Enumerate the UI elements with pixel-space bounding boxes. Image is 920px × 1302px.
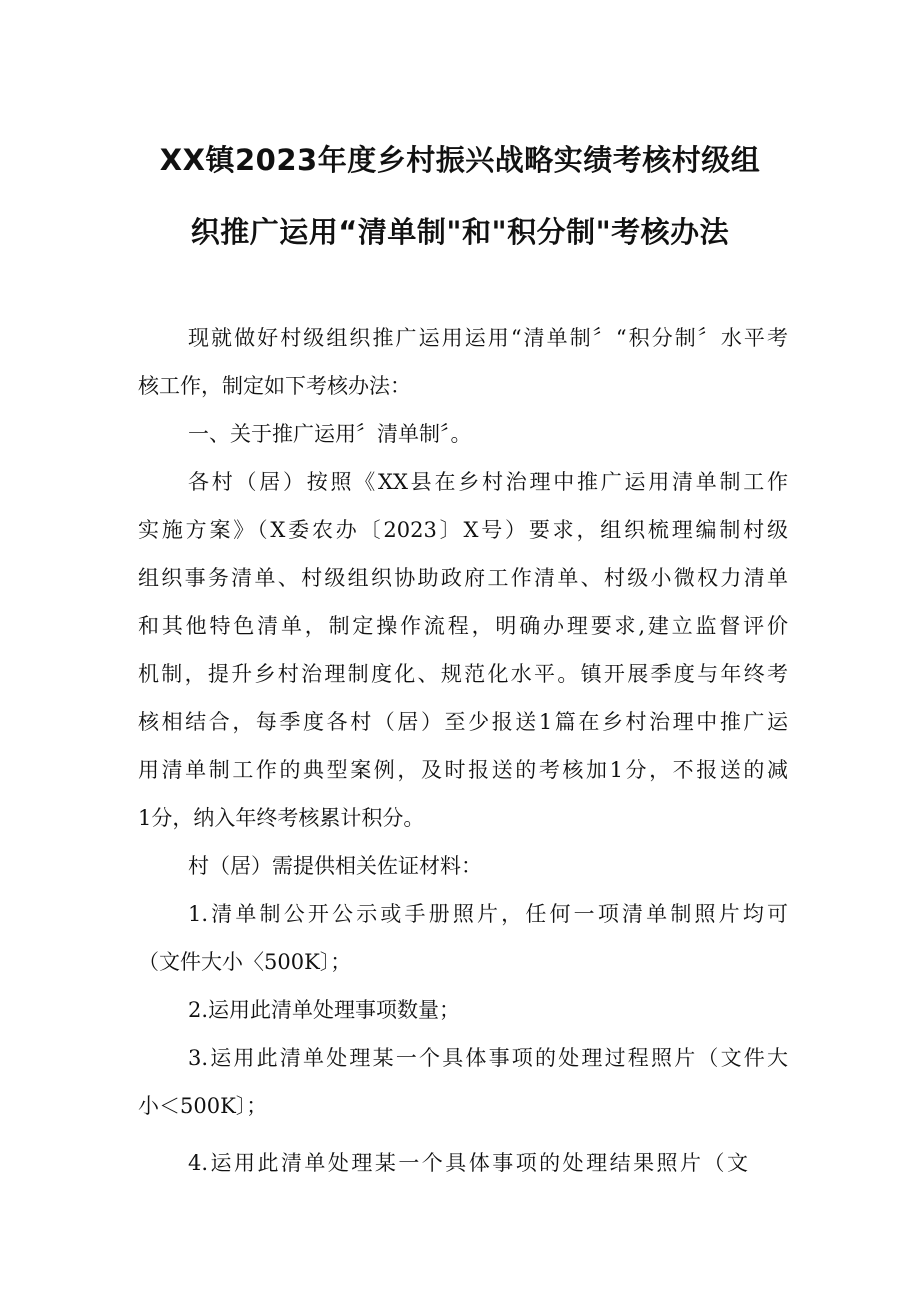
list-item-3-continued: 小＜500K〕； bbox=[138, 1094, 268, 1118]
body-line: 各村（居）按照《XX县在乡村治理中推广运用清单制工作 bbox=[188, 470, 788, 494]
body-line: 实施方案》（X委农办〔2023〕X号）要求，组织梳理编制村级 bbox=[138, 518, 788, 542]
list-item-2: 2.运用此清单处理事项数量； bbox=[188, 998, 461, 1022]
body-line: 1分，纳入年终考核累计积分。 bbox=[138, 806, 425, 830]
document-title-line-1: XX镇2023年度乡村振兴战略实绩考核村级组 bbox=[159, 143, 761, 177]
list-item-1-continued: （文件大小〈500K〕； bbox=[138, 950, 352, 974]
body-line: 组织事务清单、村级组织协助政府工作清单、村级小微权力清单 bbox=[138, 566, 788, 590]
list-item-4: 4.运用此清单处理某一个具体事项的处理结果照片（文 bbox=[188, 1151, 748, 1175]
body-line: 用清单制工作的典型案例，及时报送的考核加1分，不报送的减 bbox=[138, 758, 788, 782]
body-line: 现就做好村级组织推广运用运用“清单制〞“积分制〞水平考 bbox=[188, 326, 788, 350]
section-heading: 一、关于推广运用〞清单制〞。 bbox=[188, 422, 472, 446]
body-line: 核相结合，每季度各村（居）至少报送1篇在乡村治理中推广运 bbox=[138, 710, 788, 734]
body-line: 和其他特色清单，制定操作流程，明确办理要求,建立监督评价 bbox=[138, 614, 788, 638]
list-item-1: 1.清单制公开公示或手册照片，任何一项清单制照片均可 bbox=[188, 902, 788, 926]
document-title-line-2: 织推广运用“清单制"和"积分制"考核办法 bbox=[190, 215, 730, 249]
body-line: 村（居）需提供相关佐证材料： bbox=[188, 854, 482, 878]
body-line: 机制，提升乡村治理制度化、规范化水平。镇开展季度与年终考 bbox=[138, 662, 788, 686]
list-item-3: 3.运用此清单处理某一个具体事项的处理过程照片（文件大 bbox=[188, 1046, 788, 1070]
body-line: 核工作，制定如下考核办法： bbox=[138, 374, 411, 398]
